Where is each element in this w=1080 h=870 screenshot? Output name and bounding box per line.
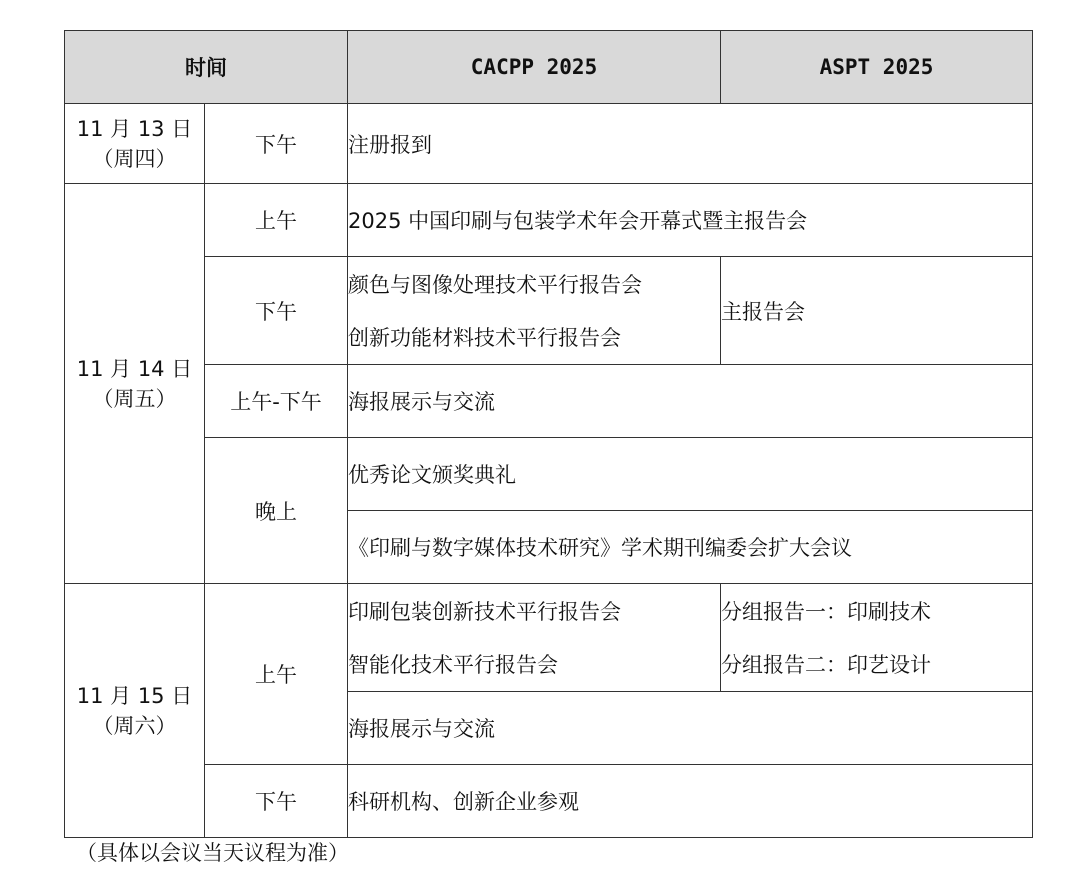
period-cell: 下午 [205, 104, 348, 184]
table-row [65, 765, 1033, 838]
event-cell: 2025 中国印刷与包装学术年会开幕式暨主报告会 [348, 184, 1033, 257]
event-text: 智能化技术平行报告会 [348, 653, 558, 678]
event-text: 颜色与图像处理技术平行报告会 [348, 272, 642, 297]
table-row [65, 584, 1033, 692]
period-cell: 上午 [205, 584, 348, 765]
footnote: （具体以会议当天议程为准） [76, 841, 349, 865]
date-text: 11 月 15 日 [76, 683, 193, 708]
date-cell-day3 [65, 584, 205, 838]
date-cell-day1 [65, 104, 205, 184]
event-cell: 科研机构、创新企业参观 [348, 765, 1033, 838]
weekday-text: （周五） [92, 386, 177, 411]
event-cell: 海报展示与交流 [348, 692, 1033, 765]
period-cell: 上午-下午 [205, 365, 348, 438]
table-row [65, 184, 1033, 257]
header-aspt: ASPT 2025 [721, 31, 1033, 104]
event-text: 分组报告二：印艺设计 [721, 653, 931, 678]
event-text: 印刷包装创新技术平行报告会 [348, 599, 621, 624]
header-row [65, 31, 1033, 104]
period-cell: 晚上 [205, 438, 348, 584]
period-cell: 下午 [205, 765, 348, 838]
aspt-cell [721, 584, 1033, 692]
table-row [65, 104, 1033, 184]
aspt-cell: 主报告会 [721, 257, 1033, 365]
event-cell: 海报展示与交流 [348, 365, 1033, 438]
schedule-table [64, 30, 1033, 838]
cacpp-cell [348, 584, 721, 692]
weekday-text: （周六） [92, 713, 177, 738]
header-time: 时间 [65, 31, 348, 104]
event-cell: 优秀论文颁奖典礼 [348, 438, 1033, 511]
event-cell: 《印刷与数字媒体技术研究》学术期刊编委会扩大会议 [348, 511, 1033, 584]
cacpp-cell [348, 257, 721, 365]
date-text: 11 月 13 日 [76, 116, 193, 141]
event-text: 分组报告一：印刷技术 [721, 599, 931, 624]
header-cacpp: CACPP 2025 [348, 31, 721, 104]
weekday-text: （周四） [92, 146, 177, 171]
table-row [65, 365, 1033, 438]
date-cell-day2 [65, 184, 205, 584]
table-row [65, 438, 1033, 511]
schedule-container [64, 30, 1033, 838]
date-text: 11 月 14 日 [76, 356, 193, 381]
event-cell: 注册报到 [348, 104, 1033, 184]
period-cell: 下午 [205, 257, 348, 365]
period-cell: 上午 [205, 184, 348, 257]
event-text: 创新功能材料技术平行报告会 [348, 326, 621, 351]
table-row [65, 257, 1033, 365]
